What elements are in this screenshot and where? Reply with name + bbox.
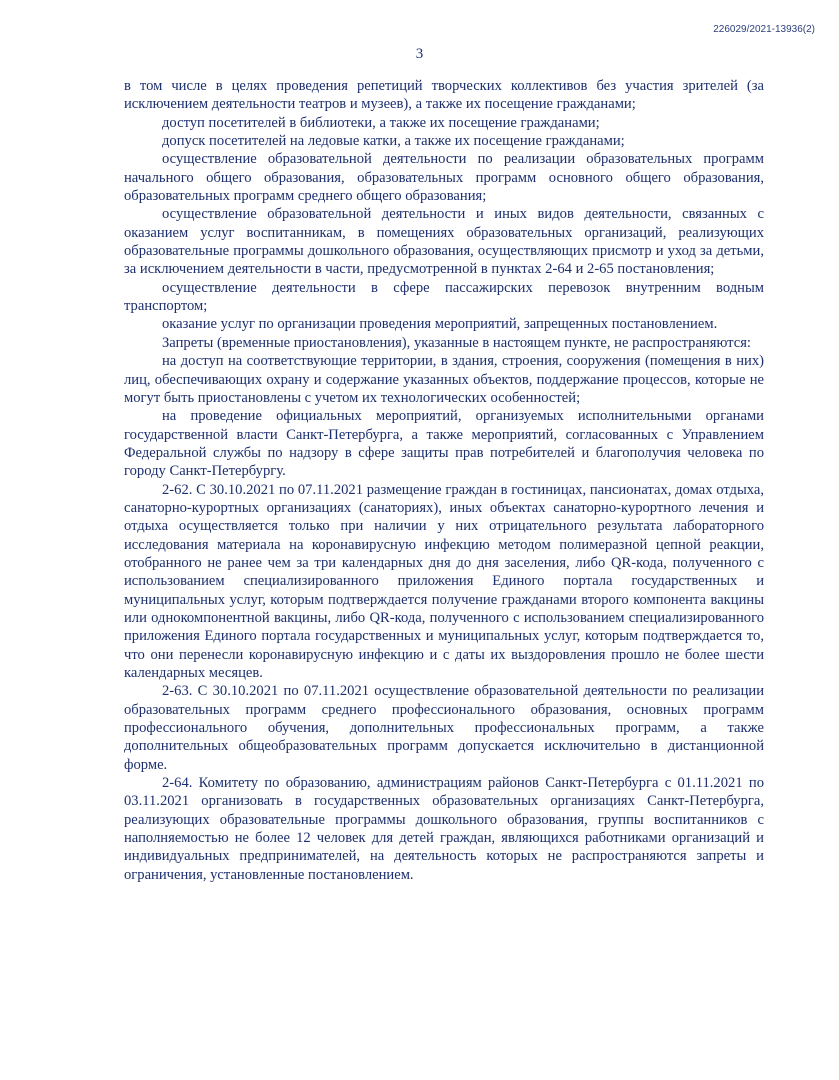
paragraph: на проведение официальных мероприятий, организуемых исполнительными органами государственной власти Санкт-Петербурга, а также мероприятий, согласованных с Управлением Федеральной службы по надзору в сфере защиты прав потребителей и благополучия человека по городу Санкт-Петербургу. (124, 408, 764, 480)
paragraph-2-62: 2-62. С 30.10.2021 по 07.11.2021 размещение граждан в гостиницах, пансионатах, домах отдыха, санаторно-курортных организациях (санаториях), иных объектах санаторно-курортного лечения и отдыха осуществляется только при наличии у них отрицательного результата лабораторного исследования материала на коронавирусную инфекцию методом полимеразной цепной реакции, отобранного не ранее чем за три календарных дня до дня заселения, либо QR-кода, полученного с использованием специализированного приложения Единого портала государственных и муниципальных услуг, которым подтверждается получение гражданами второго компонента вакцины или однокомпонентной вакцины, либо QR-кода, полученного с использованием специализированного приложения Единого портала государственных и муниципальных услуг, которым подтверждается то, что они перенесли коронавирусную инфекцию и с даты их выздоровления прошло не более шести календарных месяцев. (124, 481, 764, 681)
paragraph-2-64: 2-64. Комитету по образованию, администрациям районов Санкт-Петербурга с 01.11.2021 по 03.11.2021 организовать в государственных образовательных организациях Санкт-Петербурга, реализующих образовательные программы дошкольного образования, группы воспитанников с наполняемостью не более 12 человек для детей граждан, являющихся работниками организаций и индивидуальных предпринимателей, на деятельность которых не распространяются запреты и ограничения, установленные постановлением. (124, 775, 764, 883)
document-body (124, 77, 764, 884)
paragraph: допуск посетителей на ледовые катки, а также их посещение гражданами; (162, 133, 625, 150)
paragraph: на доступ на соответствующие территории, в здания, строения, сооружения (помещения в них) лиц, обеспечивающих охрану и содержание указанных объектов, поддержание процессов, которые не могут быть приостановлены с учетом их технологических особенностей; (124, 353, 764, 406)
paragraph: осуществление образовательной деятельности по реализации образовательных программ начального общего образования, образовательных программ основного общего образования, образовательных программ среднего общего образования; (124, 151, 764, 205)
paragraph: Запреты (временные приостановления), указанные в настоящем пункте, не распространяются: (162, 334, 751, 351)
paragraph: осуществление образовательной деятельности и иных видов деятельности, связанных с оказанием услуг воспитанникам, в помещениях образовательных организаций, реализующих образовательные программы дошкольного образования, осуществляющих присмотр и уход за детьми, за исключением деятельности в части, предусмотренной в пунктах 2-64 и 2-65 постановления; (124, 206, 764, 278)
paragraph-2-63: 2-63. С 30.10.2021 по 07.11.2021 осуществление образовательной деятельности по реализации образовательных программ среднего профессионального образования, основных программ профессионального обучения, дополнительных профессиональных программ, а также дополнительных общеобразовательных программ допускается исключительно в дистанционной форме. (124, 683, 764, 773)
paragraph: доступ посетителей в библиотеки, а также их посещение гражданами; (162, 114, 600, 131)
paragraph: оказание услуг по организации проведения мероприятий, запрещенных постановлением. (162, 316, 718, 333)
paragraph: в том числе в целях проведения репетиций творческих коллективов без участия зрителей (за исключением деятельности театров и музеев), а также их посещение гражданами; (124, 78, 764, 113)
document-number: 226029/2021-13936(2) (713, 24, 815, 35)
page-number: 3 (415, 46, 424, 62)
paragraph: осуществление деятельности в сфере пассажирских перевозок внутренним водным транспортом; (124, 279, 764, 315)
